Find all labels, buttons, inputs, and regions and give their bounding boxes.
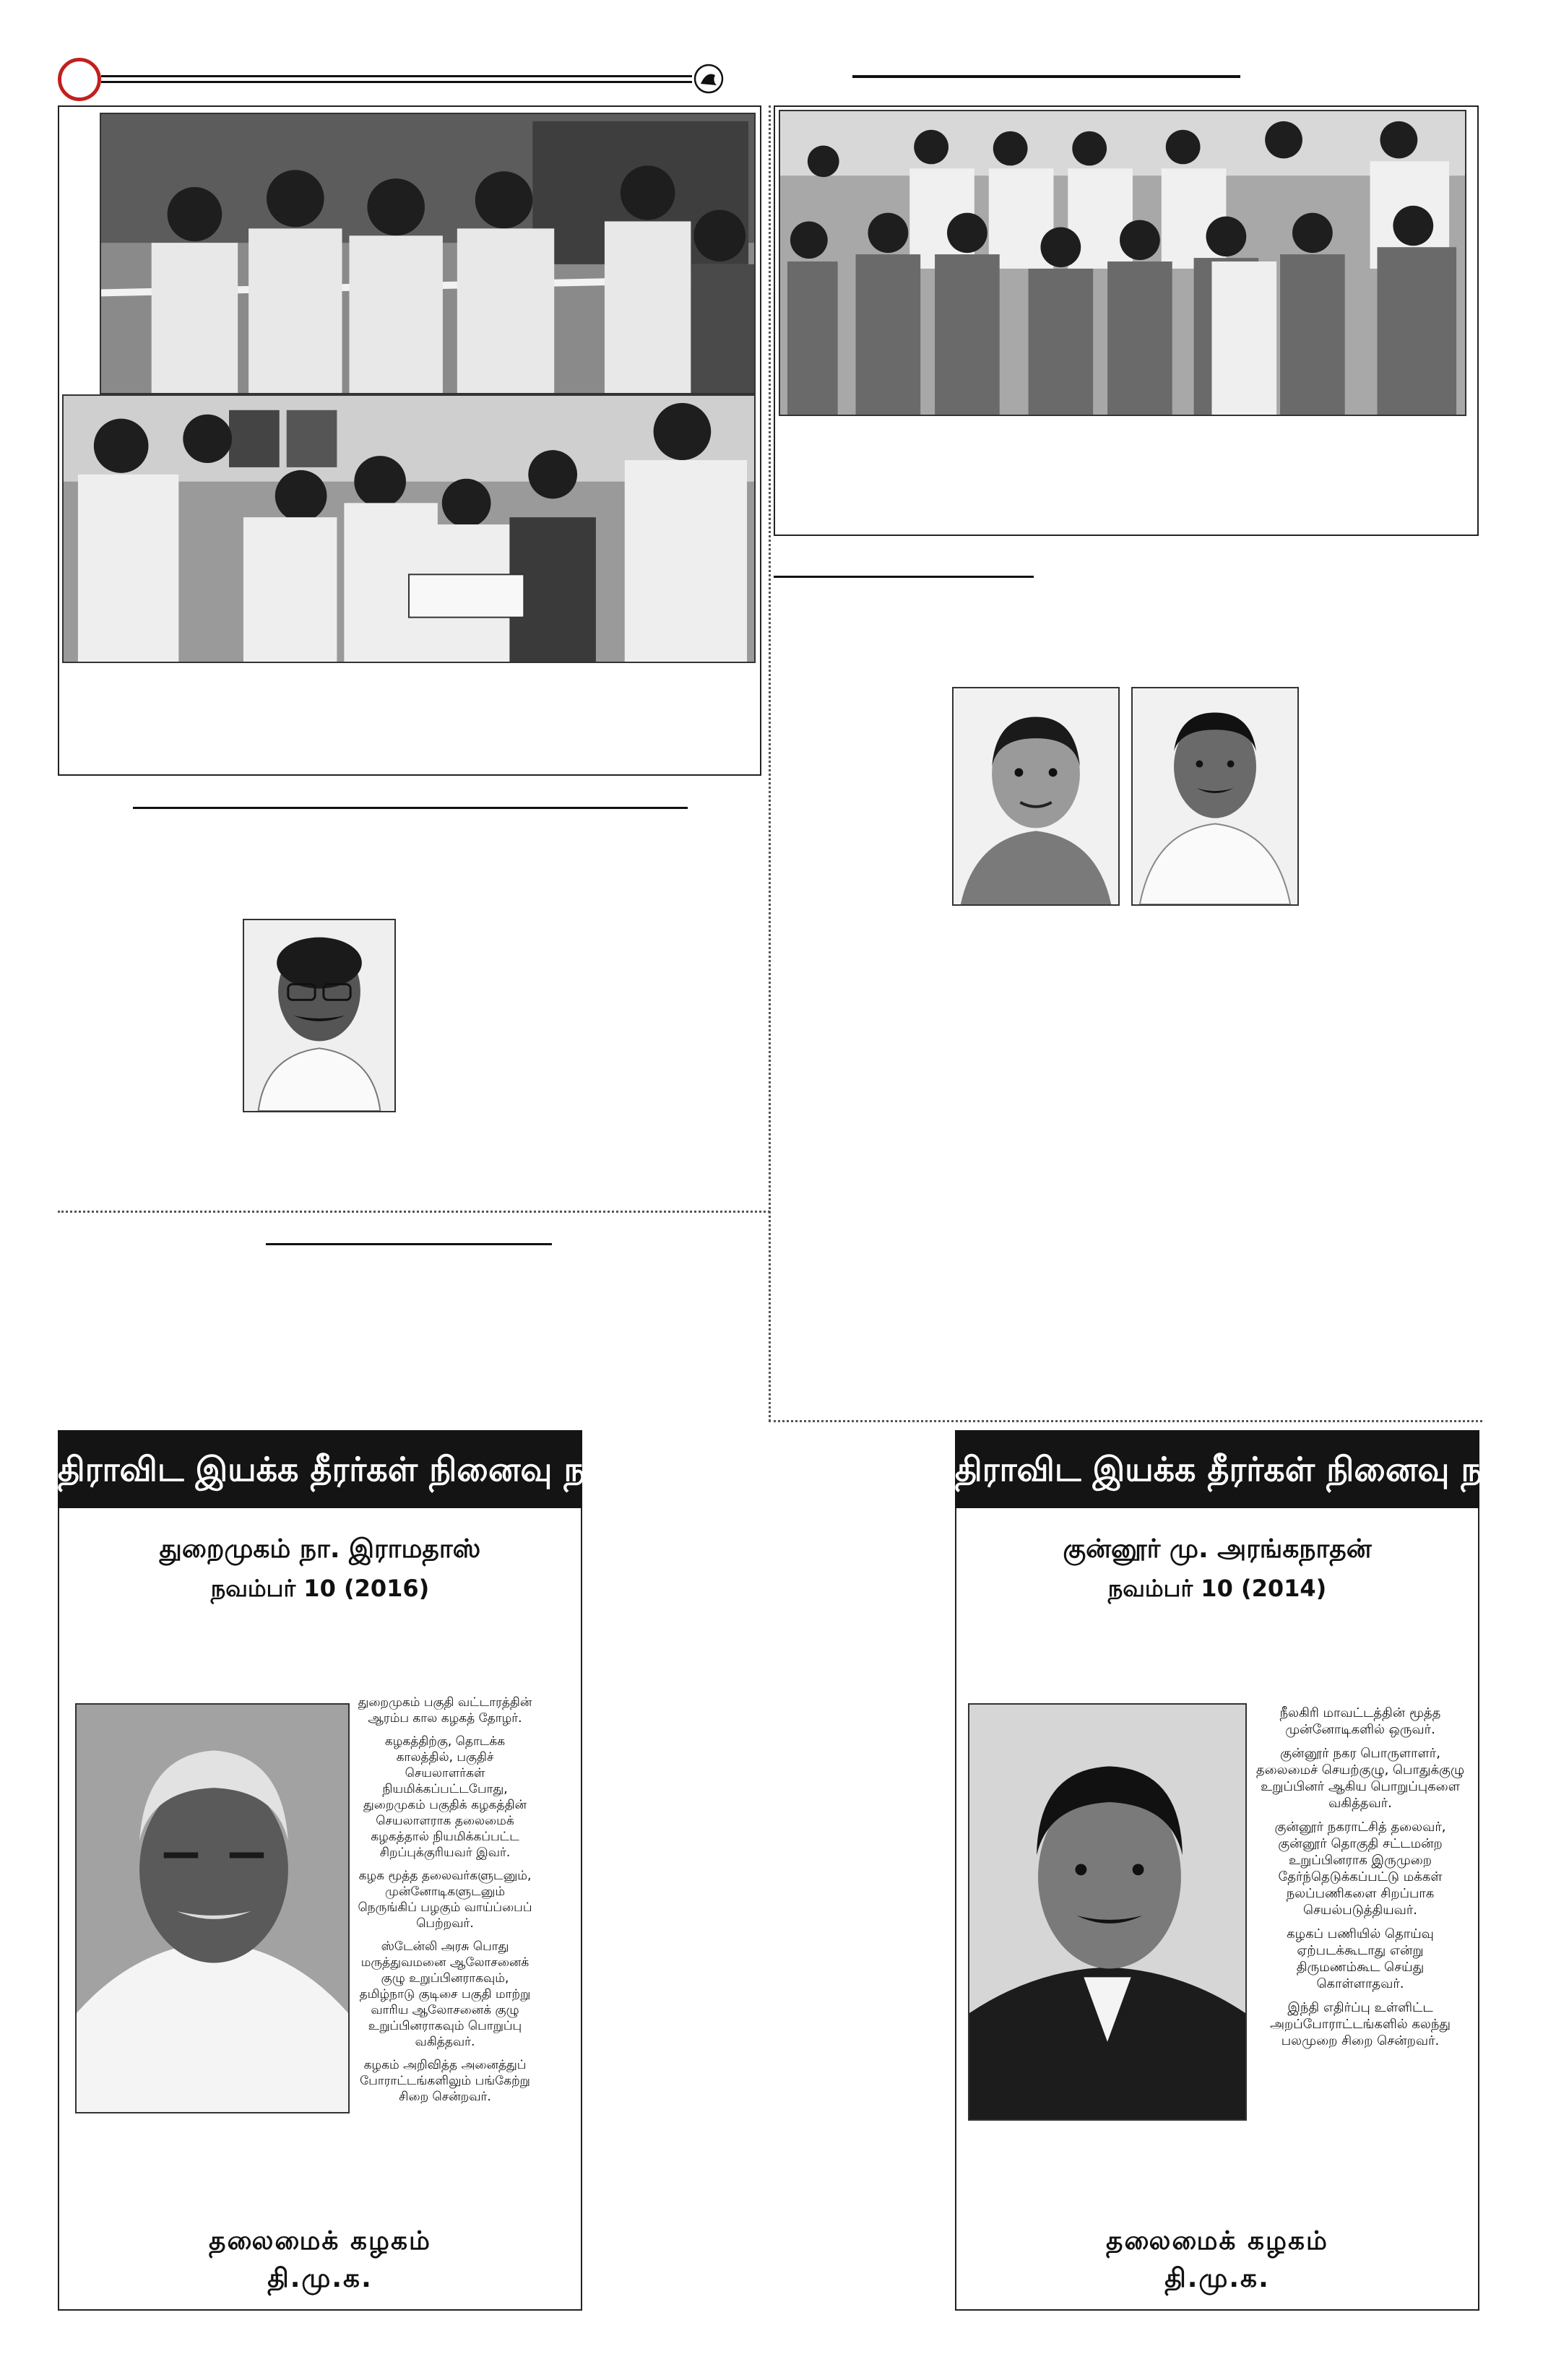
bio-paragraph: ஸ்டேன்லி அரசு பொது மருத்துவமனை ஆலோசனைக் குழு உறுப்பினராகவும், தமிழ்நாடு குடிசை பகுதி மாற்று வாரிய ஆலோசனைக் குழு உறுப்பினராகவும் பொறுப்பு வகித்தவர். — [359, 1939, 531, 2049]
document-handover-photo — [62, 394, 756, 663]
memorial-banner-right: திராவிட இயக்க தீரர்கள் நினைவு நாள் — [955, 1430, 1479, 1508]
memorial-bio-left — [357, 1695, 533, 2112]
portrait-woman — [952, 687, 1120, 906]
page-marker-badge — [58, 58, 101, 101]
memorial-name-right: குன்னூர் மு. அரங்கநாதன் — [1063, 1534, 1372, 1564]
memorial-portrait-left — [75, 1703, 350, 2113]
column-divider — [769, 105, 771, 1421]
bio-paragraph: கழக மூத்த தலைவர்களுடனும், முன்னோடிகளுடனும் நெருங்கிப் பழகும் வாய்ப்பைப் பெற்றவர். — [358, 1869, 532, 1931]
left-headline-rule — [133, 807, 688, 809]
bio-paragraph: இந்தி எதிர்ப்பு உள்ளிட்ட அறப்போராட்டங்களில் கலந்து பலமுறை சிறை சென்றவர். — [1269, 2000, 1451, 2048]
bio-paragraph: குன்னூர் நகர பொருளாளர், தலைமைச் செயற்குழு, பொதுக்குழு உறுப்பினர் ஆகிய பொறுப்புகளை வகித்தவர். — [1255, 1746, 1465, 1811]
header-rule-double-bottom — [101, 81, 692, 83]
sports-kit-distribution-photo — [779, 110, 1466, 416]
portrait-man-glasses — [243, 919, 396, 1112]
bio-paragraph: நீலகிரி மாவட்டத்தின் மூத்த முன்னோடிகளில் ஒருவர். — [1279, 1705, 1441, 1737]
rising-sun-emblem-icon — [693, 64, 724, 94]
right-headline-rule — [852, 75, 1240, 78]
right-section-divider — [769, 1420, 1482, 1422]
portrait-man — [1131, 687, 1299, 906]
header-rule-double-top — [101, 75, 692, 77]
bio-paragraph: குன்னூர் நகராட்சித் தலைவர், குன்னூர் தொகுதி சட்டமன்ற உறுப்பினராக இருமுறை தேர்ந்தெடுக்கப்பட்டு மக்கள் நலப்பணிகளை சிறப்பாக செயல்படுத்தியவர். — [1274, 1819, 1446, 1918]
bio-paragraph: கழகத்திற்கு, தொடக்க காலத்தில், பகுதிச் செயலாளர்கள் நியமிக்கப்பட்டபோது, துறைமுகம் பகுதிக் கழகத்தின் செயலாளராக தலைமைக் கழகத்தால் நியமிக்கப்பட்ட சிறப்புக்குரியவர் இவர். — [363, 1734, 527, 1860]
memorial-party-left: தி.மு.க. — [267, 2264, 373, 2293]
bio-paragraph: கழகம் அறிவித்த அனைத்துப் போராட்டங்களிலும் பங்கேற்று சிறை சென்றவர். — [360, 2058, 530, 2104]
memorial-banner-left: திராவிட இயக்க தீரர்கள் நினைவு நாள் — [58, 1430, 582, 1508]
bio-paragraph: கழகப் பணியில் தொய்வு ஏற்படக்கூடாது என்று திருமணம்கூட செய்து கொள்ளாதவர். — [1287, 1926, 1434, 1991]
memorial-party-right: தி.மு.க. — [1164, 2264, 1270, 2293]
bio-paragraph: துறைமுகம் பகுதி வட்டாரத்தின் ஆரம்ப கால கழகத் தோழர். — [358, 1695, 532, 1726]
memorial-date-left: நவம்பர் 10 (2016) — [210, 1575, 430, 1602]
memorial-name-left: துறைமுகம் நா. இராமதாஸ் — [159, 1534, 481, 1564]
left-section-divider — [58, 1211, 770, 1213]
memorial-date-right: நவம்பர் 10 (2014) — [1107, 1575, 1327, 1602]
memorial-bio-right — [1255, 1705, 1465, 2056]
right-headline-rule-2 — [774, 576, 1034, 578]
ribbon-cutting-photo — [100, 113, 756, 394]
left-lower-headline-rule — [266, 1243, 552, 1245]
memorial-signature-left: தலைமைக் கழகம் — [209, 2226, 431, 2256]
memorial-signature-right: தலைமைக் கழகம் — [1106, 2226, 1328, 2256]
memorial-portrait-right — [968, 1703, 1247, 2121]
